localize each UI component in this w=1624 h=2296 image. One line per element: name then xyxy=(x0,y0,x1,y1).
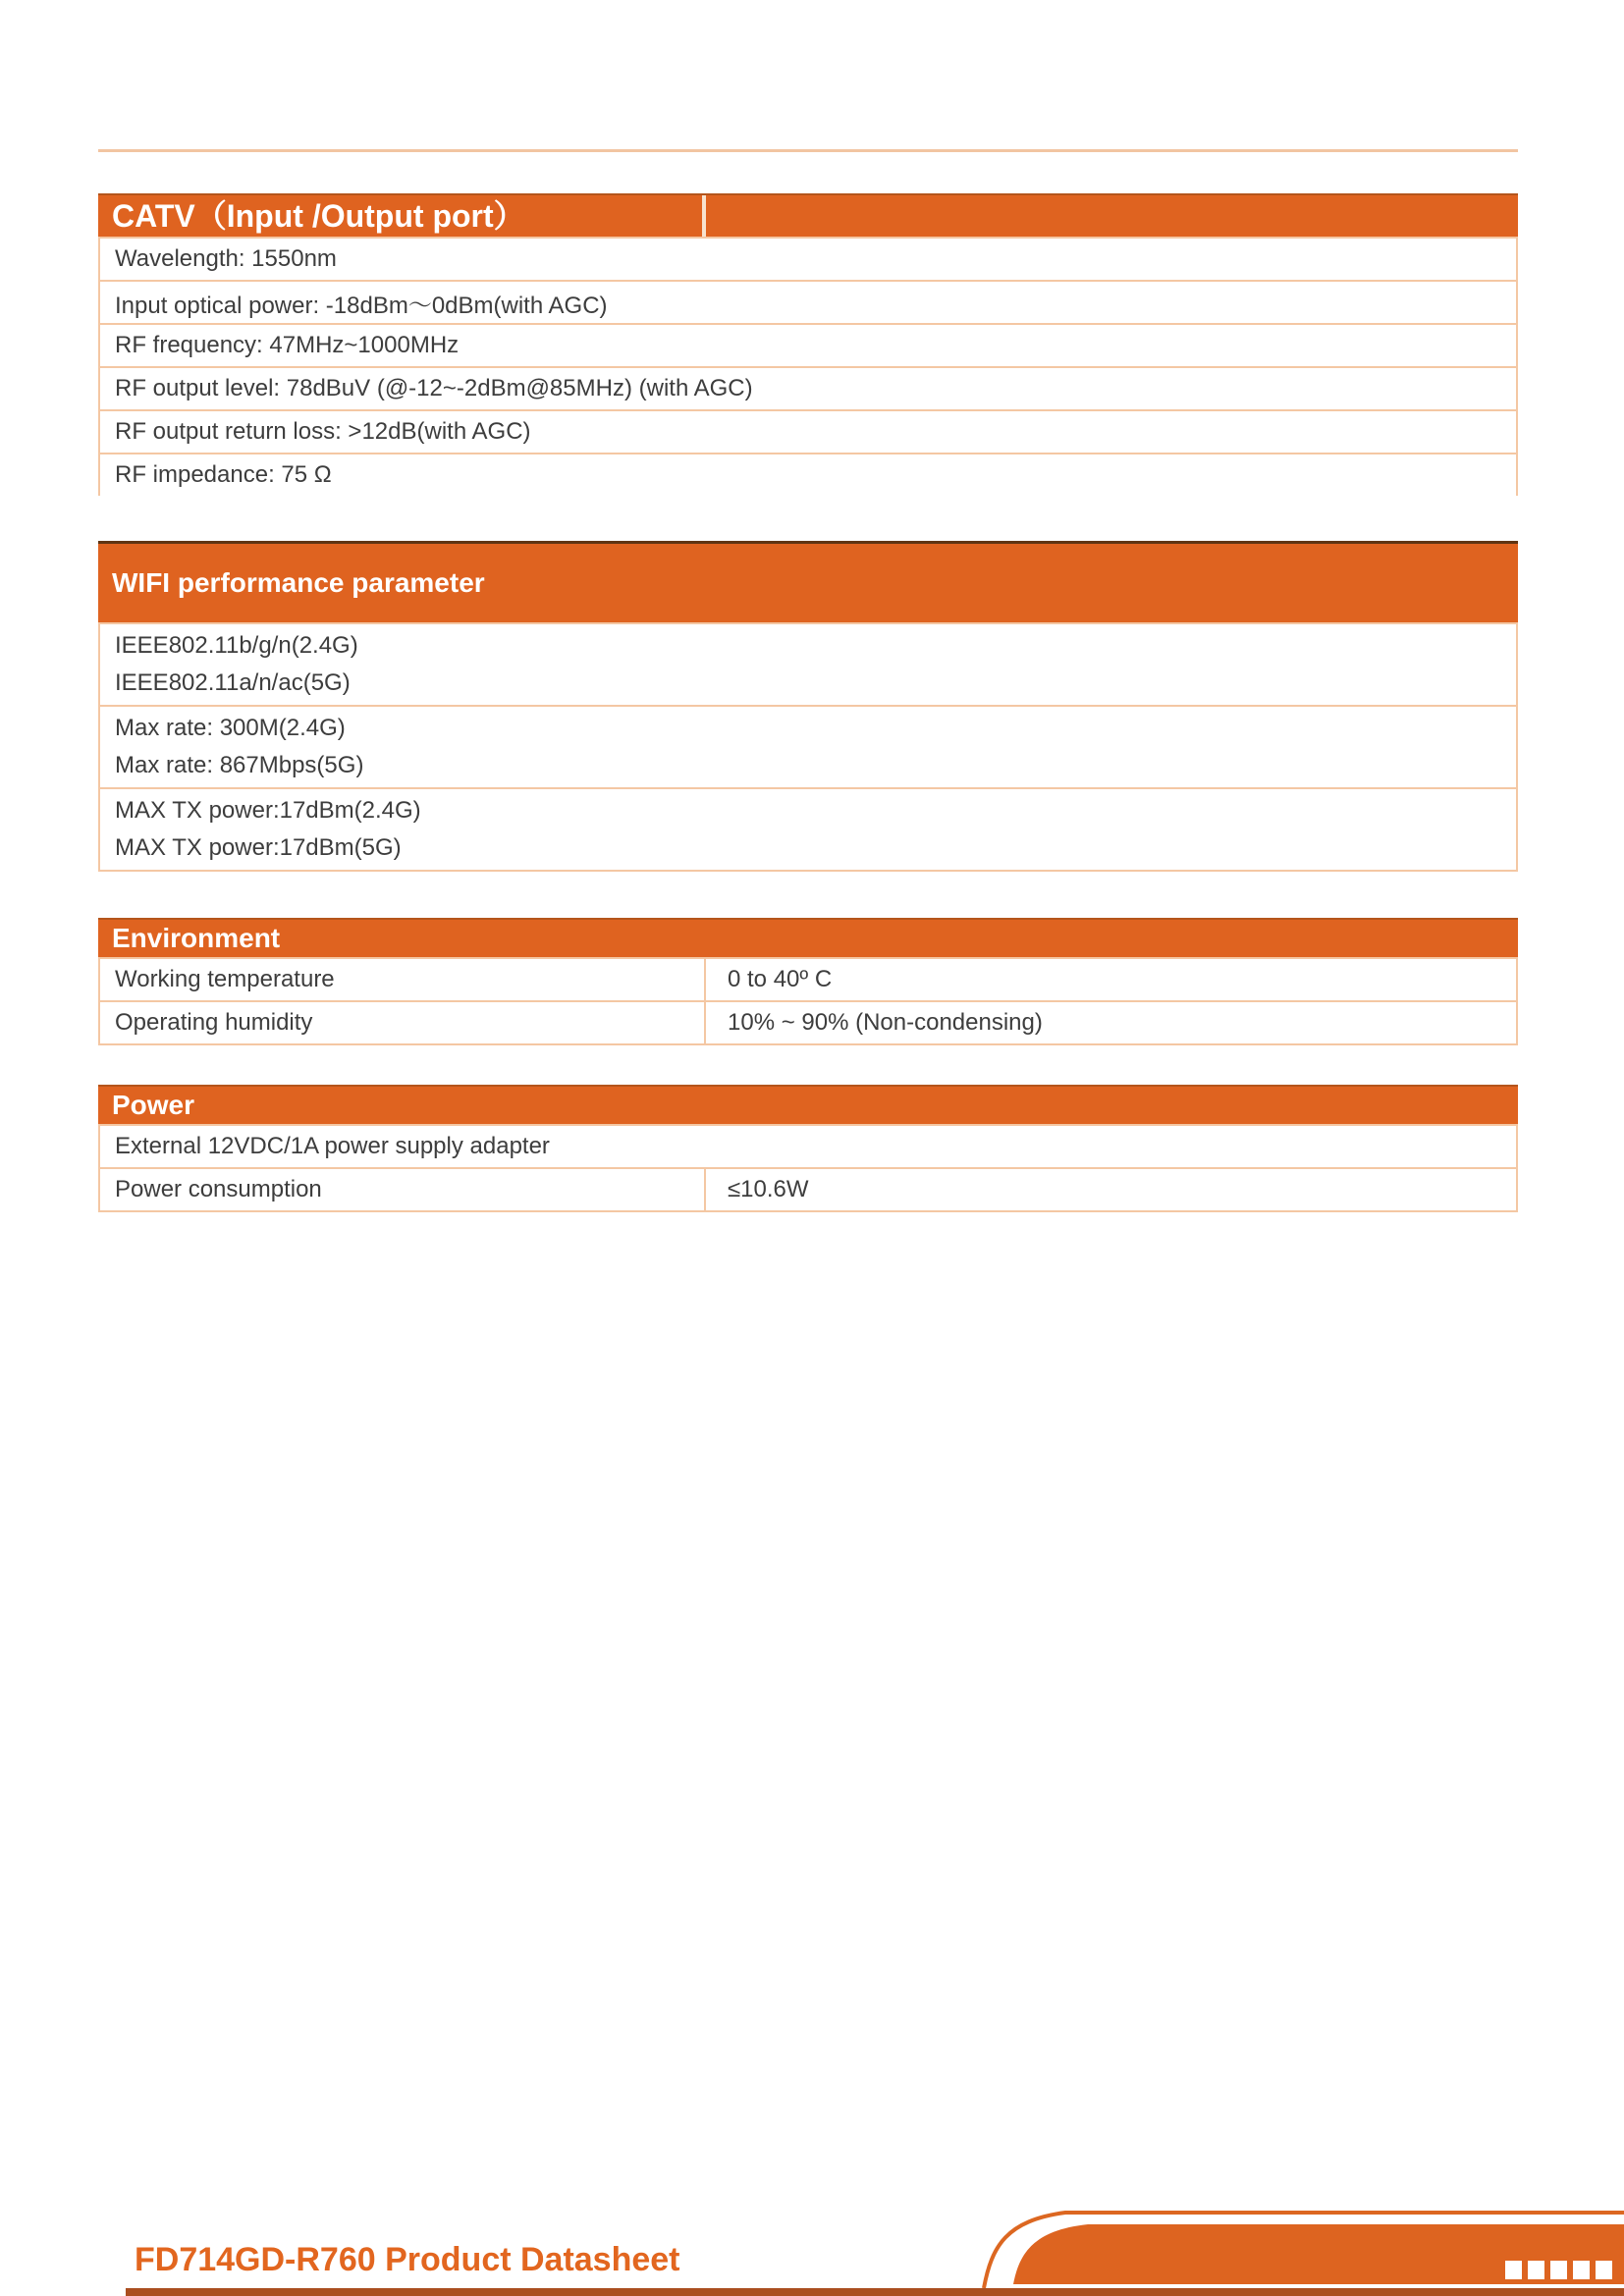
spec-text: RF output return loss: >12dB(with AGC) xyxy=(115,418,531,445)
table-row xyxy=(100,1126,1516,1169)
catv-table xyxy=(98,193,1518,496)
environment-table-header xyxy=(98,918,1518,959)
table-row xyxy=(100,1002,1516,1045)
wifi-table-body xyxy=(98,624,1518,872)
spec-label: Power consumption xyxy=(100,1169,706,1210)
environment-table xyxy=(98,918,1518,1045)
table-row xyxy=(100,282,1516,325)
power-table-body xyxy=(98,1126,1518,1212)
table-row xyxy=(100,1169,1516,1212)
spec-text: RF frequency: 47MHz~1000MHz xyxy=(115,332,460,358)
top-rule xyxy=(98,149,1518,152)
table-row xyxy=(100,454,1516,496)
environment-table-title: Environment xyxy=(112,923,281,953)
spec-text: Max rate: 300M(2.4G) xyxy=(115,715,346,741)
spec-text: MAX TX power:17dBm(5G) xyxy=(115,834,402,861)
footer-bottom-bar xyxy=(126,2288,1624,2296)
table-row xyxy=(100,239,1516,282)
environment-table-body xyxy=(98,959,1518,1045)
spec-text: RF output level: 78dBuV (@-12~-2dBm@85MHz) (with AGC) xyxy=(115,375,753,401)
table-row xyxy=(100,325,1516,368)
spec-label: Operating humidity xyxy=(100,1002,706,1043)
table-row xyxy=(100,624,1516,707)
spec-text: Wavelength: 1550nm xyxy=(115,245,337,272)
catv-table-body xyxy=(98,239,1518,496)
wifi-table-header xyxy=(98,541,1518,624)
power-table xyxy=(98,1085,1518,1212)
table-row xyxy=(100,959,1516,1002)
spec-text: IEEE802.11a/n/ac(5G) xyxy=(115,669,351,696)
spec-value: 10% ~ 90% (Non-condensing) xyxy=(728,1009,1043,1036)
catv-header-divider xyxy=(702,195,706,237)
spec-value: 0 to 40º C xyxy=(728,966,833,992)
table-row xyxy=(100,789,1516,872)
spec-text: RF impedance: 75 Ω xyxy=(115,461,332,488)
spec-text: Max rate: 867Mbps(5G) xyxy=(115,752,364,778)
spec-value: ≤10.6W xyxy=(728,1176,809,1202)
spec-label: Working temperature xyxy=(100,959,706,1000)
spec-text: MAX TX power:17dBm(2.4G) xyxy=(115,797,421,824)
catv-table-title: CATV（Input /Output port） xyxy=(112,198,525,234)
power-table-title: Power xyxy=(112,1090,195,1120)
table-row xyxy=(100,707,1516,789)
wifi-table-title: WIFI performance parameter xyxy=(112,567,485,598)
spec-text: IEEE802.11b/g/n(2.4G) xyxy=(115,632,358,659)
spec-text: External 12VDC/1A power supply adapter xyxy=(115,1133,550,1159)
footer-squares xyxy=(1505,2261,1612,2279)
spec-text: Input optical power: -18dBm～0dBm(with AGC) xyxy=(115,292,608,319)
table-row xyxy=(100,368,1516,411)
footer-decoration xyxy=(962,2199,1624,2288)
catv-table-header xyxy=(98,193,1518,239)
power-table-header xyxy=(98,1085,1518,1126)
wifi-table xyxy=(98,541,1518,872)
footer-title: FD714GD-R760 Product Datasheet xyxy=(135,2241,680,2278)
table-row xyxy=(100,411,1516,454)
